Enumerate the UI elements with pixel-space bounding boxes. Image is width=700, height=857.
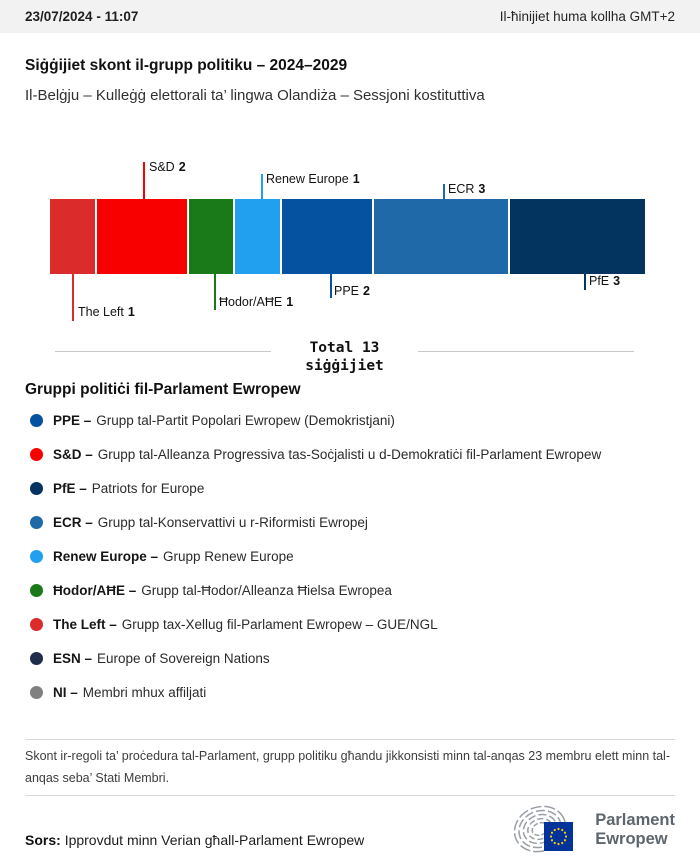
ep-logo-text (595, 811, 675, 849)
legend-dot (30, 516, 43, 529)
legend-desc: Grupp Renew Europe (163, 548, 294, 564)
legend-item-renew-europe (30, 539, 700, 573)
page-title: Siġġijiet skont il-grupp politiku – 2024–2029 (25, 57, 348, 74)
callout-group-name: The Left (78, 305, 124, 319)
legend-desc: Grupp tal-Ħodor/Alleanza Ħielsa Ewropea (141, 582, 392, 598)
divider (25, 795, 675, 796)
total-divider-left (55, 339, 271, 352)
legend-dot (30, 686, 43, 699)
total-label-line1: Total 13 (309, 340, 380, 356)
legend-abbr: The Left – (53, 616, 117, 632)
source-text: Ipprovdut minn Verian għall-Parlament Ewropew (64, 832, 365, 848)
source-line (25, 832, 364, 848)
legend-dot (30, 448, 43, 461)
divider (25, 739, 675, 740)
callout-group-name: ECR (448, 182, 475, 196)
callout-label-odor-a-e (219, 295, 293, 310)
callout-line-ppe (330, 274, 332, 298)
legend-desc: Membri mhux affiljati (82, 684, 207, 700)
legend-abbr: ECR – (53, 514, 93, 530)
callout-seat-count: 2 (363, 284, 370, 298)
bar-segment-the-left (50, 199, 95, 274)
callout-label-the-left (78, 305, 135, 320)
callout-seat-count: 3 (478, 182, 486, 196)
total-label-line2: siġġijiet (305, 358, 384, 374)
callout-group-name: PPE (334, 284, 360, 298)
callout-seat-count: 1 (352, 172, 360, 186)
legend-desc: Grupp tal-Alleanza Progressiva tas-Soċjalisti u d-Demokratiċi fil-Parlament Ewropew (97, 446, 602, 462)
callout-line-s-d (143, 162, 145, 199)
legend-abbr: PPE – (53, 412, 92, 428)
ep-logo (513, 803, 675, 857)
legend-desc: Grupp tax-Xellug fil-Parlament Ewropew – GUE/NGL (121, 616, 438, 632)
bar-segment-renew-europe (235, 199, 280, 274)
ep-logo-line2: Ewropew (595, 830, 668, 848)
datetime-label: 23/07/2024 - 11:07 (25, 9, 139, 24)
callout-seat-count: 1 (127, 305, 135, 319)
callout-line-ecr (443, 184, 445, 199)
legend (30, 403, 700, 709)
legend-item-s-d (30, 437, 700, 471)
seat-bar-chart (0, 144, 700, 334)
callout-group-name: Ħodor/AĦE (219, 295, 283, 309)
total-label (271, 339, 418, 375)
callout-line-pfe (584, 274, 586, 290)
legend-dot (30, 482, 43, 495)
legend-dot (30, 618, 43, 631)
callout-seat-count: 2 (178, 160, 186, 174)
legend-desc: Patriots for Europe (91, 480, 205, 496)
callout-group-name: Renew Europe (266, 172, 349, 186)
legend-dot (30, 414, 43, 427)
callout-group-name: S&D (149, 160, 175, 174)
callout-line-renew-europe (261, 174, 263, 199)
legend-dot (30, 550, 43, 563)
callout-line-odor-a-e (214, 274, 216, 310)
callout-label-ppe (334, 284, 370, 299)
timezone-note: Il-ħinijiet huma kollha GMT+2 (499, 9, 675, 24)
callout-group-name: PfE (589, 274, 610, 288)
legend-desc: Grupp tal-Konservattivi u r-Riformisti Ewropej (97, 514, 368, 530)
legend-item-esn (30, 641, 700, 675)
ep-hemicycle-icon (513, 803, 583, 857)
total-row (55, 339, 634, 375)
ep-logo-line1: Parlament (595, 811, 675, 829)
total-divider-right (418, 339, 634, 352)
bar-segment-odor-a-e (189, 199, 234, 274)
bar-segment-s-d (97, 199, 187, 274)
callout-label-ecr (448, 182, 485, 197)
legend-abbr: NI – (53, 684, 78, 700)
callout-line-the-left (72, 274, 74, 321)
legend-dot (30, 584, 43, 597)
source-label: Sors: (25, 832, 61, 848)
legend-abbr: Renew Europe – (53, 548, 159, 564)
legend-abbr: ESN – (53, 650, 93, 666)
eu-flag-icon (544, 822, 573, 851)
callout-label-pfe (589, 274, 620, 289)
legend-desc: Grupp tal-Partit Popolari Ewropew (Demokristjani) (96, 412, 395, 428)
legend-abbr: S&D – (53, 446, 93, 462)
callout-label-renew-europe (266, 172, 360, 187)
footer-row (0, 803, 700, 857)
legend-desc: Europe of Sovereign Nations (97, 650, 270, 666)
legend-item-odor-a-e (30, 573, 700, 607)
footnote: Skont ir-regoli ta’ proċedura tal-Parlament, grupp politiku għandu jikkonsisti minn tal-anqas 23 membru elett minn tal-anqas seba’ Stati Membri. (25, 749, 670, 785)
legend-abbr: Ħodor/AĦE – (53, 582, 137, 598)
legend-item-ni (30, 675, 700, 709)
legend-item-the-left (30, 607, 700, 641)
legend-item-pfe (30, 471, 700, 505)
callout-label-s-d (149, 160, 186, 175)
bar-segment-ecr (374, 199, 509, 274)
legend-abbr: PfE – (53, 480, 87, 496)
bar-segment-ppe (282, 199, 372, 274)
legend-item-ppe (30, 403, 700, 437)
legend-item-ecr (30, 505, 700, 539)
legend-heading: Gruppi politiċi fil-Parlament Ewropew (25, 381, 301, 398)
legend-dot (30, 652, 43, 665)
callout-seat-count: 1 (286, 295, 294, 309)
topbar (0, 0, 700, 33)
callout-seat-count: 3 (613, 274, 621, 288)
page-subtitle: Il-Belġju – Kulleġġ elettorali ta’ lingwa Olandiża – Sessjoni kostituttiva (25, 87, 485, 104)
seat-bar (50, 199, 645, 274)
bar-segment-pfe (510, 199, 645, 274)
